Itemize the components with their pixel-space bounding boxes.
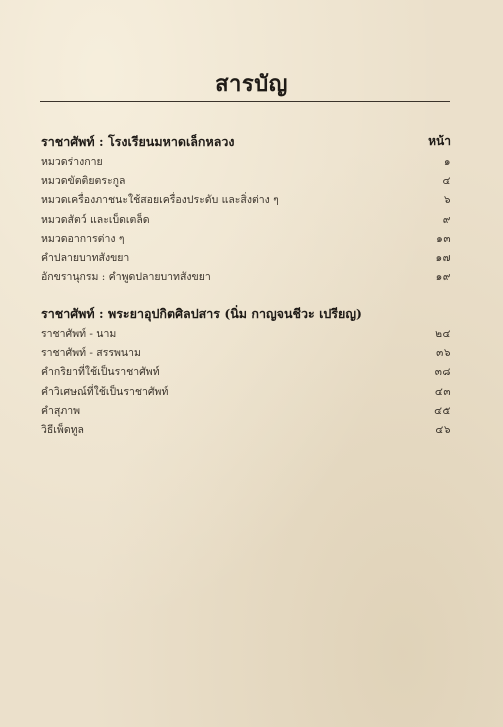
toc-entry: [41, 322, 451, 341]
toc-entry-title: หมวดสัตว์ และเบ็ดเตล็ด: [41, 213, 150, 226]
toc-entry-page: ๑๓: [436, 232, 451, 245]
toc-section-upakit: [41, 302, 451, 437]
toc-entry-page: ๓๖: [436, 347, 451, 360]
toc-entry: [41, 208, 451, 227]
toc-entry-title: หมวดอาการต่าง ๆ: [41, 232, 125, 245]
toc-entry-title: ราชาศัพท์ - สรรพนาม: [41, 347, 141, 360]
toc-entry-title: คำปลายบาทสังขยา: [41, 251, 130, 264]
section-header: [41, 302, 451, 322]
toc-entry: [41, 341, 451, 360]
toc-entry-title: คำสุภาพ: [41, 404, 81, 417]
toc-entry: [41, 227, 451, 246]
toc-entry-title: วิธีเพ็ดทูล: [41, 423, 84, 436]
toc-entry-title: หมวดขัตติยตระกูล: [41, 175, 126, 188]
page-title: สารบัญ: [215, 71, 288, 97]
toc-entry-title: ราชาศัพท์ - นาม: [41, 328, 117, 340]
toc-entry-page: ๔๓: [434, 385, 451, 398]
toc-entry-page: ๖: [443, 194, 451, 207]
toc-entry-page: ๔๖: [435, 423, 451, 436]
section-heading: ราชาศัพท์ : โรงเรียนมหาดเล็กหลวง: [41, 134, 235, 149]
toc-entry-page: ๑๙: [435, 271, 451, 284]
toc-entry: [41, 265, 451, 284]
toc-entry-page: ๑: [443, 156, 451, 168]
toc-entry-title: หมวดร่างกาย: [41, 156, 103, 168]
toc-entry-page: ๔๕: [434, 404, 451, 417]
toc-entry-title: คำกริยาที่ใช้เป็นราชาศัพท์: [41, 366, 160, 379]
toc-section-mahadlek: [41, 130, 451, 284]
toc-entry: [41, 399, 451, 418]
toc-entry-page: ๙: [442, 213, 451, 226]
page-column-label: หน้า: [428, 134, 451, 148]
toc-entry-page: ๑๗: [435, 251, 451, 264]
title-divider: [40, 101, 450, 102]
toc-entry-page: ๔: [442, 175, 451, 188]
toc-entry-title: คำวิเศษณ์ที่ใช้เป็นราชาศัพท์: [41, 385, 169, 398]
toc-entry-page: ๒๔: [435, 328, 451, 340]
toc-entry: [41, 380, 451, 399]
toc-entry: [41, 246, 451, 265]
toc-entry: [41, 360, 451, 379]
section-header: [41, 130, 451, 150]
toc-entry-page: ๓๘: [434, 366, 451, 379]
toc-entry-title: อักขรานุกรม : คำพูดปลายบาทสังขยา: [41, 271, 211, 284]
toc-entry: [41, 169, 451, 188]
toc-entry-title: หมวดเครื่องภาชนะใช้สอยเครื่องประดับ และสิ่งต่าง ๆ: [41, 194, 279, 207]
section-heading: ราชาศัพท์ : พระยาอุปกิตศิลปสาร (นิ่ม กาญจนชีวะ เปรียญ): [41, 306, 362, 321]
toc-entry: [41, 418, 451, 437]
toc-entry: [41, 188, 451, 207]
toc-entry: [41, 150, 451, 169]
